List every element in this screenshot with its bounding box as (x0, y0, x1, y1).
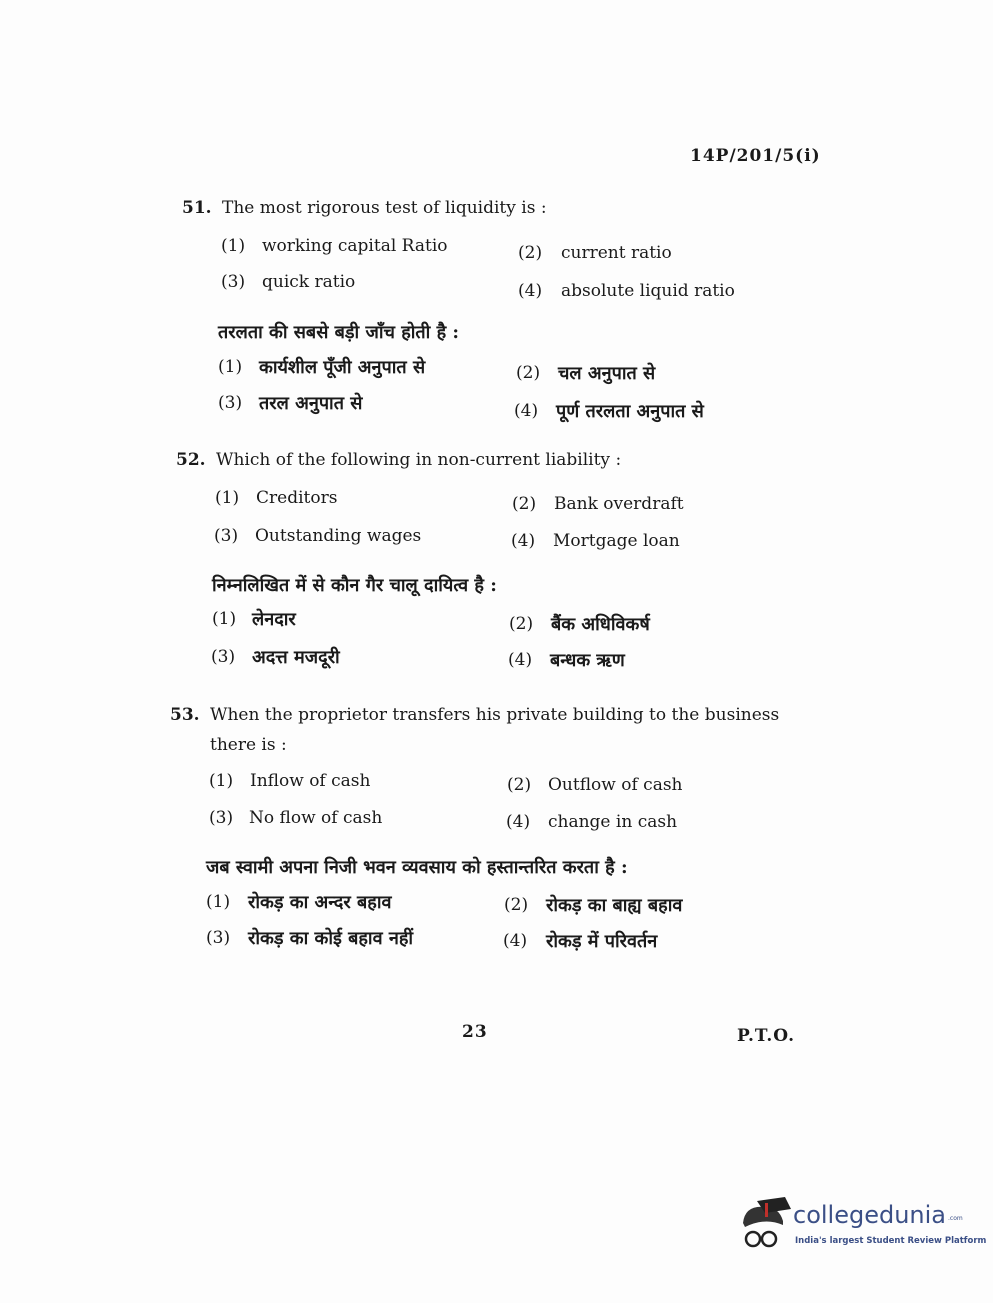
option-number: (2) (518, 243, 543, 263)
logo-suffix: .com (948, 1215, 963, 1222)
option-text: Creditors (256, 488, 338, 508)
option-text: Mortgage loan (553, 531, 680, 551)
option-text: current ratio (561, 243, 672, 263)
collegedunia-logo (735, 1195, 985, 1255)
logo-name: collegedunia (793, 1201, 947, 1229)
option-text-hindi: रोकड़ का कोई बहाव नहीं (248, 928, 414, 949)
option-number: (1) (206, 892, 231, 912)
option-text-hindi: पूर्ण तरलता अनुपात से (556, 401, 704, 422)
option-text-hindi: कार्यशील पूँजी अनुपात से (259, 357, 426, 378)
option-text: Bank overdraft (554, 494, 684, 514)
option-number: (3) (218, 393, 243, 413)
option-text-hindi: रोकड़ का अन्दर बहाव (248, 892, 392, 913)
option-number: (2) (512, 494, 537, 514)
option-text-hindi: चल अनुपात से (558, 363, 656, 384)
option-text: Inflow of cash (250, 771, 371, 791)
option-number: (3) (214, 526, 239, 546)
pto-label: P.T.O. (737, 1026, 795, 1046)
option-number: (1) (221, 236, 246, 256)
option-number: (3) (209, 808, 234, 828)
option-number: (1) (215, 488, 240, 508)
question-text-continued: there is : (210, 735, 287, 755)
option-number: (3) (221, 272, 246, 292)
logo-tagline: India's largest Student Review Platform (795, 1236, 987, 1246)
option-number: (2) (504, 895, 529, 915)
option-text-hindi: बैंक अधिविकर्ष (551, 614, 650, 635)
option-text-hindi: रोकड़ में परिवर्तन (546, 931, 658, 952)
option-text: quick ratio (262, 272, 356, 292)
option-text-hindi: लेनदार (252, 609, 296, 630)
question-text: When the proprietor transfers his private building to the business (210, 705, 780, 725)
paper-code: 14P/201/5(i) (690, 146, 821, 166)
option-number: (1) (209, 771, 234, 791)
question-number: 51. (182, 198, 212, 218)
option-number: (2) (509, 614, 534, 634)
option-text-hindi: रोकड़ का बाह्य बहाव (546, 895, 683, 916)
option-number: (3) (206, 928, 231, 948)
question-text: The most rigorous test of liquidity is : (222, 198, 547, 218)
option-text-hindi: तरल अनुपात से (259, 393, 363, 414)
question-text-hindi: जब स्वामी अपना निजी भवन व्यवसाय को हस्तान्तरित करता है : (206, 857, 628, 878)
option-number: (4) (514, 401, 539, 421)
question-number: 53. (170, 705, 200, 725)
option-text: Outflow of cash (548, 775, 683, 795)
option-number: (4) (511, 531, 536, 551)
question-text: Which of the following in non-current liability : (216, 450, 622, 470)
option-text-hindi: अदत्त मजदूरी (252, 647, 340, 668)
option-number: (4) (503, 931, 528, 951)
option-number: (1) (212, 609, 237, 629)
option-number: (1) (218, 357, 243, 377)
mascot-icon (735, 1195, 793, 1255)
option-number: (2) (516, 363, 541, 383)
page-number: 23 (462, 1022, 488, 1042)
option-number: (3) (211, 647, 236, 667)
option-text: Outstanding wages (255, 526, 422, 546)
option-number: (2) (507, 775, 532, 795)
option-number: (4) (518, 281, 543, 301)
question-text-hindi: तरलता की सबसे बड़ी जाँच होती है : (218, 322, 460, 343)
question-number: 52. (176, 450, 206, 470)
option-number: (4) (508, 650, 533, 670)
option-number: (4) (506, 812, 531, 832)
option-text-hindi: बन्धक ऋण (550, 650, 625, 671)
question-text-hindi: निम्नलिखित में से कौन गैर चालू दायित्व है : (212, 575, 497, 596)
option-text: working capital Ratio (262, 236, 448, 256)
option-text: change in cash (548, 812, 678, 832)
option-text: No flow of cash (249, 808, 383, 828)
option-text: absolute liquid ratio (561, 281, 735, 301)
logo-wordmark (793, 1201, 963, 1229)
